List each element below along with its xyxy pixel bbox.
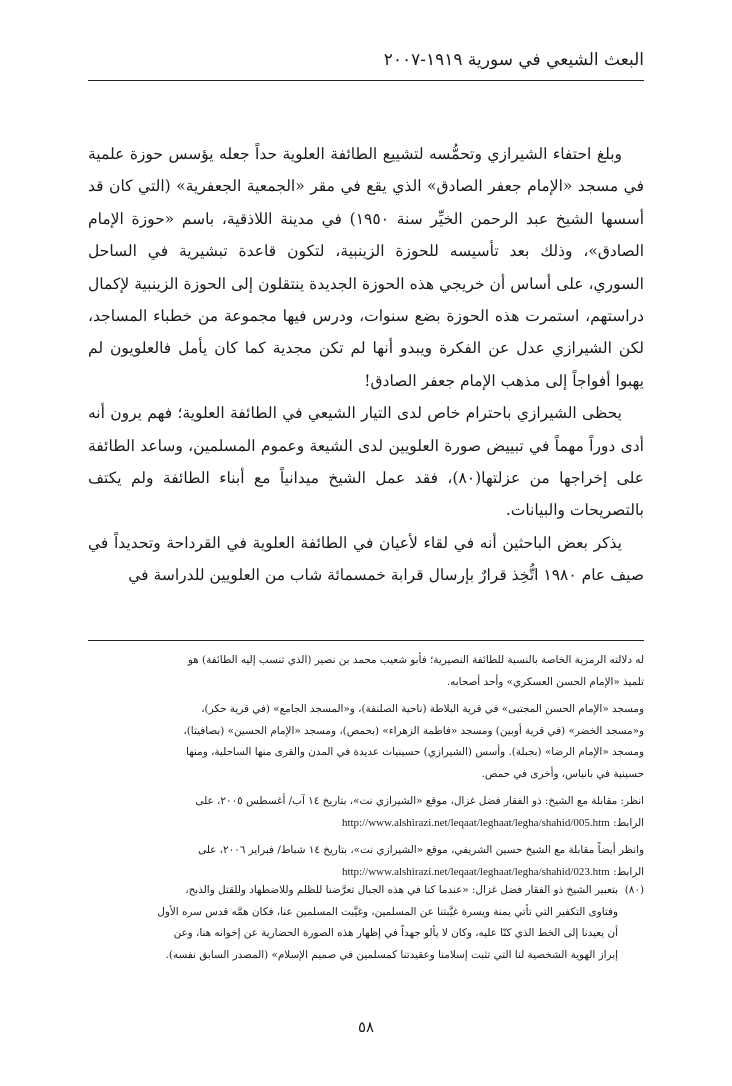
main-body-text [88,138,644,592]
footnote-continuation [88,699,644,785]
footnote-line: وفتاوى التكفير التي تأتي يمنة ويسرة غيَّبتنا عن المسلمين، وغيَّبت المسلمين عنا، فكان همَّه قدس سره الأول [157,905,618,918]
page-number: ٥٨ [357,1018,375,1036]
footnote-line: ومسجد «الإمام الرضا» (بجبلة). وأسس (الشيرازي) حسينيات عديدة في المدن والقرى منها الساحلية، ومنها [186,746,644,758]
footnote-url-link[interactable]: http://www.alshirazi.net/leqaat/leghaat/legha/shahid/023.htm [341,865,610,878]
footnote-url-line [88,813,644,835]
running-header-title: البعث الشيعي في سورية ١٩١٩-٢٠٠٧ [383,50,644,70]
footnote-line: أن يعيدنا إلى الخط الذي كنّا عليه، وكان لا يألو جهداً في إظهار هذه الصورة الحضارية عن إخوانه هنا، وعن [173,927,618,939]
footnote-line: حسينية في بانياس، وأخرى في حمص. [481,767,644,780]
url-label: الرابط: [613,816,644,829]
footnote-line: انظر: مقابلة مع الشيخ: ذو الفقار فضل غزال، موقع «الشيرازي نت»، بتاريخ ١٤ آب/ أغسطس ٢٠٠٥، على [195,795,644,807]
body-paragraph: وبلغ احتفاء الشيرازي وتحمُّسه لتشييع الطائفة العلوية حداً جعله يؤسس حوزة علمية في مسجد «الإمام جعفر الصادق» الذي يقع في مقر «الجمعية الجعفرية» (التي كان قد أسسها الشيخ عبد الرحمن الخيِّر سنة ١٩٥٠) في مدينة اللاذقية، باسم «حوزة الإمام الصادق»، وذلك بعد تأسيسه للحوزة الزينبية، لتكون قاعدة تبشيرية في الساحل السوري، على أساس أن خريجي هذه الحوزة الجديدة ينتقلون إلى الحوزة الزينبية لإكمال دراستهم، استمرت هذه الحوزة بضع سنوات، ودرس فيها مجموعة من خطباء المساجد، لكن الشيرازي عدل عن الفكرة ويبدو أنها لم تكن مجدية كما كان يأمل فالعلويون لم يهبوا أفواجاً إلى مذهب الإمام جعفر الصادق! [88,145,645,390]
body-paragraph: يذكر بعض الباحثين أنه في لقاء لأعيان في الطائفة العلوية في القرداحة وتحديداً في صيف عام ١٩٨٠ اتُّخِذ قرارٌ بإرسال قرابة خمسمائة شاب من العلويين للدراسة في [88,533,644,585]
footnote-url-link[interactable]: http://www.alshirazi.net/leqaat/leghaat/legha/shahid/005.htm [341,816,610,829]
footnote-reference [88,791,644,834]
footnote-line: وانظر أيضاً مقابلة مع الشيخ حسين الشريفي، موقع «الشيرازي نت»، بتاريخ ١٤ شباط/ فبراير ٢٠٠٦، على [198,844,644,856]
footnote-80 [88,880,644,966]
url-label: الرابط: [613,865,644,878]
body-paragraph: يحظى الشيرازي باحترام خاص لدى التيار الشيعي في الطائفة العلوية؛ فهم يرون أنه أدى دوراً مهماً في تبييض صورة العلويين لدى الشيعة وعموم المسلمين، وساعد الطائفة على إخراجها من عزلتها(٨٠)، فقد عمل الشيخ ميدانياً مع أبناء الطائفة ولم يكتف بالتصريحات والبيانات. [88,404,644,520]
footnote-line: إبراز الهوية الشخصية لنا التي تثبت إسلامنا وعقيدتنا كمسلمين في صميم الإسلام» (المصدر السابق نفسه). [165,948,618,961]
header-divider [88,80,644,81]
footnote-continuation [88,650,644,693]
footnotes-section [88,650,644,889]
footnote-line: ومسجد «الإمام الحسن المجتبى» في قرية البلاطة (ناحية الصلنفة)، و«المسجد الجامع» (في قرية حكر)، [201,703,644,715]
footnote-line: له دلالته الرمزية الخاصة بالنسبة للطائفة النصيرية؛ فأبو شعيب محمد بن نصير (الذي تنسب إليه الطائفة) هو [187,654,644,666]
footnote-line: و«مسجد الخضر» (في قرية أوبين) ومسجد «فاطمة الزهراء» (بحمص)، ومسجد «الإمام الحسين» (بصافيتا)، [183,724,644,737]
footnote-line: تلميذ «الإمام الحسن العسكري» وأحد أصحابه. [446,675,644,688]
footnote-reference [88,840,644,883]
footnote-divider [88,640,644,641]
footnote-line: بتعبير الشيخ ذو الفقار فضل غزال: «عندما كنا في هذه الجبال تعرَّضنا للظلم وللاضطهاد وللقتل والذبح، [185,884,618,896]
footnote-marker: (٨٠) [624,884,644,896]
